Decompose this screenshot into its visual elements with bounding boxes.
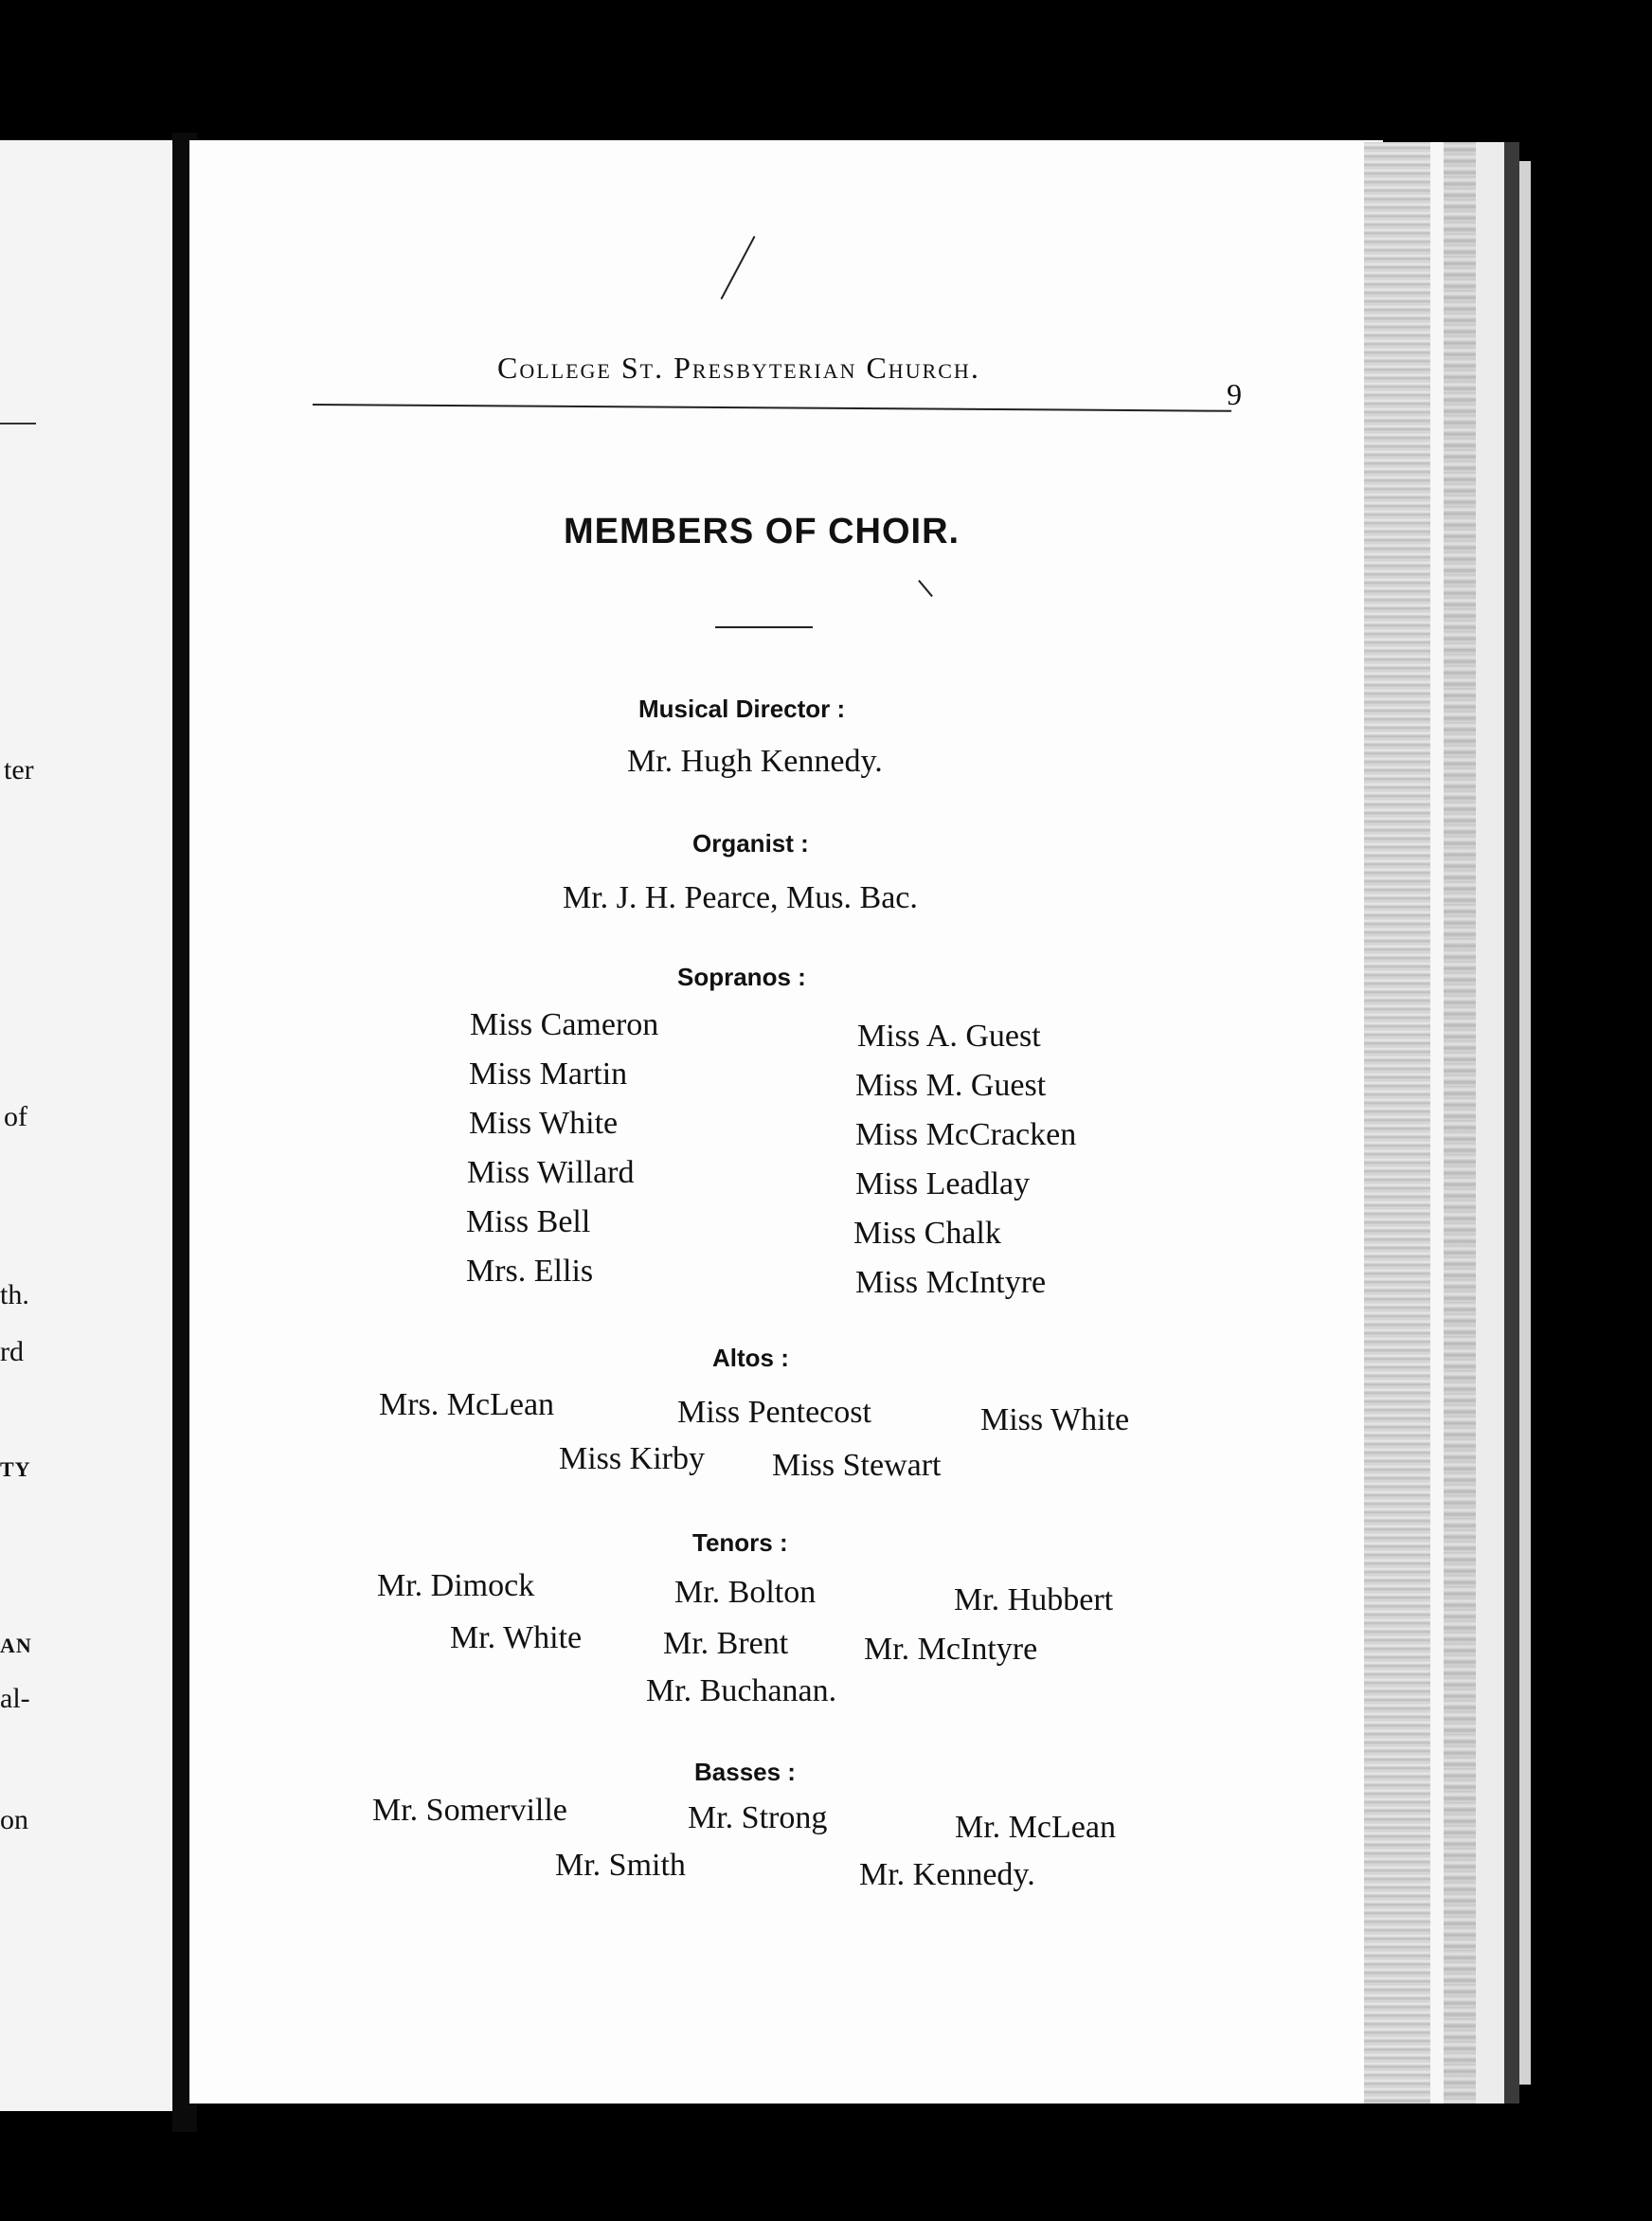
bass-name: Mr. McLean <box>955 1810 1116 1845</box>
section-heading-tenors: Tenors : <box>692 1528 788 1557</box>
tenor-name: Mr. White <box>450 1620 583 1655</box>
tenor-name: Mr. Brent <box>663 1626 789 1661</box>
left-page-fragment: rd <box>0 1336 24 1367</box>
page-edge <box>1430 142 1444 2104</box>
bass-name: Mr. Strong <box>688 1800 828 1835</box>
soprano-name: Miss Bell <box>466 1204 591 1239</box>
section-heading-altos: Altos : <box>712 1344 789 1372</box>
bass-name: Mr. Somerville <box>372 1793 567 1828</box>
soprano-name: Miss White <box>469 1106 619 1141</box>
title-rule <box>715 626 813 628</box>
tenor-name: Mr. Buchanan. <box>646 1673 837 1708</box>
left-page-fragment: TY <box>0 1457 31 1481</box>
soprano-name: Mrs. Ellis <box>466 1254 594 1289</box>
organist-name: Mr. J. H. Pearce, Mus. Bac. <box>563 880 918 915</box>
soprano-name: Miss Martin <box>469 1056 628 1092</box>
soprano-name: Miss Chalk <box>853 1216 1001 1251</box>
director-name: Mr. Hugh Kennedy. <box>627 744 883 779</box>
left-page-fragment: ter <box>4 754 34 785</box>
soprano-name: Miss Cameron <box>470 1007 659 1042</box>
section-heading-organist: Organist : <box>692 829 809 858</box>
soprano-name: Miss Leadlay <box>855 1166 1031 1201</box>
soprano-name: Miss A. Guest <box>857 1019 1041 1054</box>
left-page-fragment: of <box>4 1101 27 1132</box>
page-edge <box>1519 161 1531 2085</box>
section-heading-musical-director: Musical Director : <box>638 695 846 723</box>
section-heading-sopranos: Sopranos : <box>677 963 806 991</box>
soprano-name: Miss M. Guest <box>855 1068 1047 1103</box>
tenor-name: Mr. Dimock <box>377 1568 535 1603</box>
page-edge <box>1444 142 1476 2104</box>
left-page-fragment: th. <box>0 1279 29 1310</box>
alto-name: Mrs. McLean <box>379 1387 555 1422</box>
left-page-fragment: AN <box>0 1634 32 1657</box>
tenor-name: Mr. McIntyre <box>864 1632 1038 1667</box>
soprano-name: Miss McIntyre <box>855 1265 1047 1300</box>
soprano-name: Miss Willard <box>467 1155 635 1190</box>
running-head: College St. Presbyterian Church. <box>497 351 980 385</box>
page-edge <box>1504 142 1519 2104</box>
page-title: MEMBERS OF CHOIR. <box>564 512 961 551</box>
alto-name: Miss Pentecost <box>677 1395 871 1430</box>
page-edge <box>1476 142 1504 2104</box>
alto-name: Miss Kirby <box>559 1441 705 1476</box>
left-page-rule <box>0 423 36 424</box>
page-edge <box>1364 142 1430 2104</box>
tenor-name: Mr. Bolton <box>674 1575 817 1610</box>
alto-name: Miss White <box>980 1402 1130 1437</box>
left-page-fragment: on <box>0 1804 28 1835</box>
section-heading-basses: Basses : <box>694 1758 796 1786</box>
tenor-name: Mr. Hubbert <box>954 1582 1114 1617</box>
page-number: 9 <box>1227 377 1242 411</box>
bass-name: Mr. Smith <box>555 1848 686 1883</box>
alto-name: Miss Stewart <box>772 1448 942 1483</box>
left-page-fragment: al- <box>0 1683 30 1714</box>
bass-name: Mr. Kennedy. <box>859 1857 1035 1892</box>
soprano-name: Miss McCracken <box>855 1117 1077 1152</box>
